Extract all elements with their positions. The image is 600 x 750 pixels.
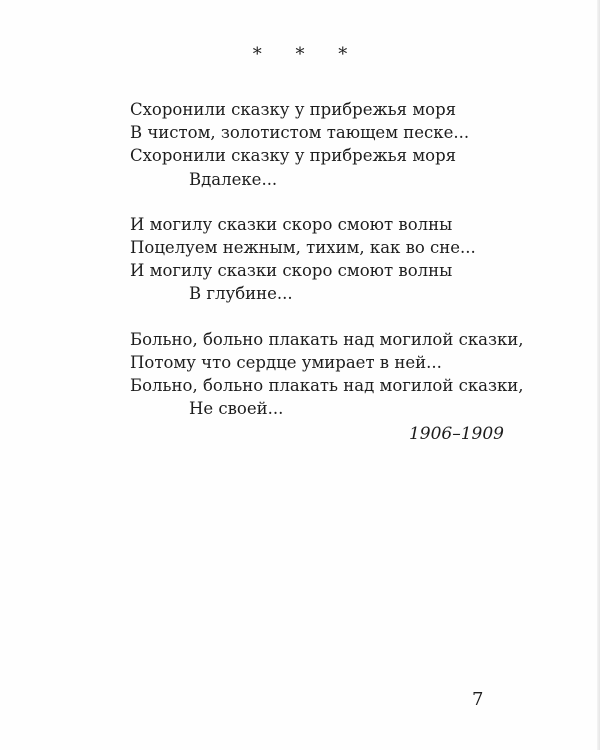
poem-line: Схоронили сказку у прибрежья моря — [130, 100, 457, 119]
section-separator: * * * — [252, 44, 362, 65]
stanza — [130, 98, 530, 191]
poem-line: Больно, больно плакать над могилой сказки, — [130, 376, 524, 396]
stanza — [130, 213, 530, 306]
poem-line: В чистом, золотистом тающем песке... — [130, 123, 470, 143]
poem-line-refrain: Вдалеке... — [189, 169, 278, 189]
page-number: 7 — [472, 689, 484, 710]
poem-line: Поцелуем нежным, тихим, как во сне... — [130, 238, 476, 258]
stanza — [130, 328, 530, 421]
poem-line: Больно, больно плакать над могилой сказки, — [130, 329, 524, 349]
poem-body — [130, 98, 530, 442]
poem-line-refrain: Не своей... — [189, 399, 284, 419]
poem-line: Схоронили сказку у прибрежья моря — [130, 146, 457, 166]
poem-line: И могилу сказки скоро смоют волны — [130, 261, 453, 281]
poem-date: 1906–1909 — [408, 424, 504, 444]
poem-line-refrain: В глубине... — [189, 284, 293, 304]
poem-line: И могилу сказки скоро смоют волны — [130, 214, 453, 234]
poem-line: Потому что сердце умирает в ней... — [130, 352, 442, 372]
